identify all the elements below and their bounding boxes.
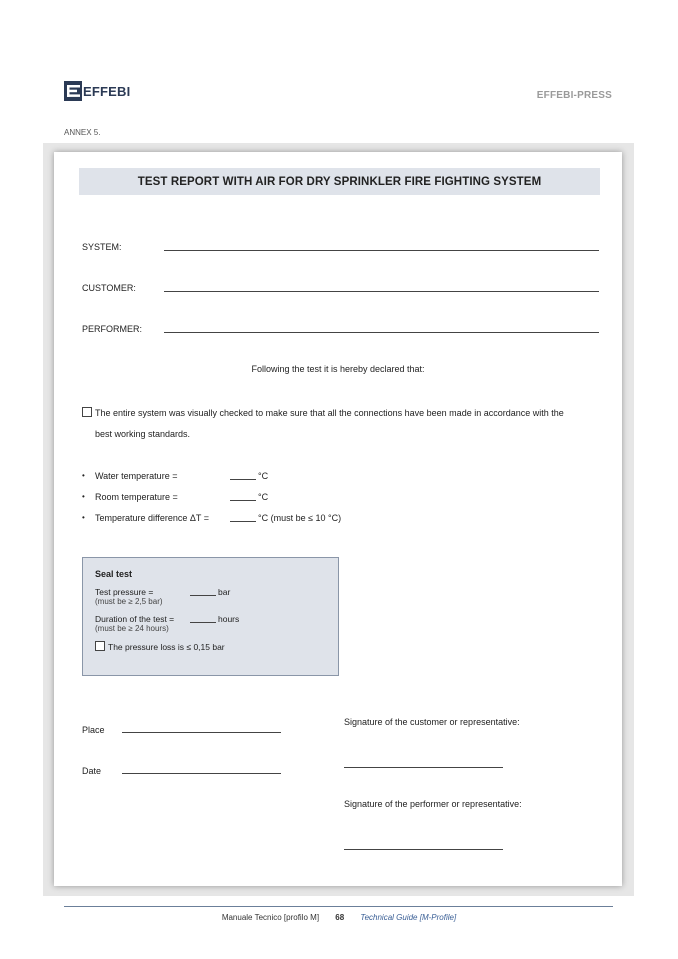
- date-field[interactable]: [82, 763, 282, 777]
- pressure-loss-item: [95, 641, 338, 652]
- room-temp-blank[interactable]: [230, 492, 256, 501]
- date-label: Date: [82, 766, 102, 776]
- temperature-list: [82, 465, 341, 528]
- list-item: [82, 486, 341, 507]
- test-pressure-label: Test pressure =: [95, 587, 154, 597]
- report-title: TEST REPORT WITH AIR FOR DRY SPRINKLER FIRE FIGHTING SYSTEM: [137, 175, 542, 188]
- duration-blank[interactable]: [190, 614, 216, 623]
- logo-mark-icon: [64, 81, 82, 101]
- list-item: [82, 507, 341, 528]
- bullet-icon: •: [82, 513, 85, 522]
- date-input-line[interactable]: [122, 773, 281, 774]
- footer-right-text: Technical Guide [M-Profile]: [360, 913, 457, 922]
- effebi-logo: [64, 81, 130, 101]
- customer-label: CUSTOMER:: [82, 283, 136, 293]
- water-temp-unit: °C: [258, 470, 269, 481]
- room-temp-unit: °C: [258, 491, 269, 502]
- room-temp-label: Room temperature =: [95, 491, 178, 502]
- seal-test-box: [82, 557, 339, 676]
- system-input-line[interactable]: [164, 250, 599, 251]
- customer-signature-label: Signature of the customer or representative:: [344, 717, 520, 727]
- temp-diff-blank[interactable]: [230, 513, 256, 522]
- list-item: [82, 465, 341, 486]
- visual-check-checkbox[interactable]: [82, 407, 92, 417]
- performer-input-line[interactable]: [164, 332, 599, 333]
- seal-test-title: Seal test: [95, 569, 133, 579]
- test-pressure-note: (must be ≥ 2,5 bar): [95, 597, 163, 606]
- footer-left-text: Manuale Tecnico [profilo M]: [221, 913, 320, 922]
- page-footer: [0, 913, 678, 922]
- visual-check-item: [82, 403, 597, 445]
- bullet-icon: •: [82, 492, 85, 501]
- declaration-text: Following the test it is hereby declared that:: [251, 364, 425, 374]
- pressure-loss-text: The pressure loss is ≤ 0,15 bar: [108, 642, 225, 652]
- customer-field[interactable]: [82, 279, 599, 295]
- water-temp-blank[interactable]: [230, 471, 256, 480]
- performer-signature-label: Signature of the performer or representative:: [344, 799, 522, 809]
- test-pressure-unit: bar: [218, 587, 231, 597]
- performer-label: PERFORMER:: [82, 324, 143, 334]
- test-pressure-blank[interactable]: [190, 587, 216, 596]
- test-pressure-row: [95, 587, 338, 597]
- duration-note: (must be ≥ 24 hours): [95, 624, 169, 633]
- visual-check-text-line1: The entire system was visually checked to make sure that all the connections have been made in accordance with the: [95, 408, 564, 418]
- logo-text: EFFEBI: [83, 83, 131, 99]
- customer-signature-line[interactable]: [344, 767, 503, 768]
- customer-input-line[interactable]: [164, 291, 599, 292]
- visual-check-text-line2: best working standards.: [95, 429, 191, 439]
- temp-diff-label: Temperature difference ΔT =: [95, 512, 209, 523]
- duration-label: Duration of the test =: [95, 614, 175, 624]
- duration-unit: hours: [218, 614, 240, 624]
- place-field[interactable]: [82, 722, 282, 736]
- report-title-bar: [79, 168, 600, 195]
- water-temp-label: Water temperature =: [95, 470, 178, 481]
- temp-diff-unit: °C (must be ≤ 10 °C): [258, 512, 342, 523]
- duration-row: [95, 614, 338, 624]
- annex-label: ANNEX 5.: [64, 128, 101, 137]
- performer-signature-line[interactable]: [344, 849, 503, 850]
- page-number: 68: [335, 913, 345, 922]
- place-input-line[interactable]: [122, 732, 281, 733]
- performer-field[interactable]: [82, 320, 599, 336]
- system-label: SYSTEM:: [82, 242, 122, 252]
- brand-name: EFFEBI-PRESS: [536, 90, 612, 101]
- footer-divider: [64, 906, 613, 907]
- place-label: Place: [82, 725, 105, 735]
- report-sheet: [54, 152, 622, 886]
- system-field[interactable]: [82, 238, 599, 254]
- pressure-loss-checkbox[interactable]: [95, 641, 105, 651]
- bullet-icon: •: [82, 471, 85, 480]
